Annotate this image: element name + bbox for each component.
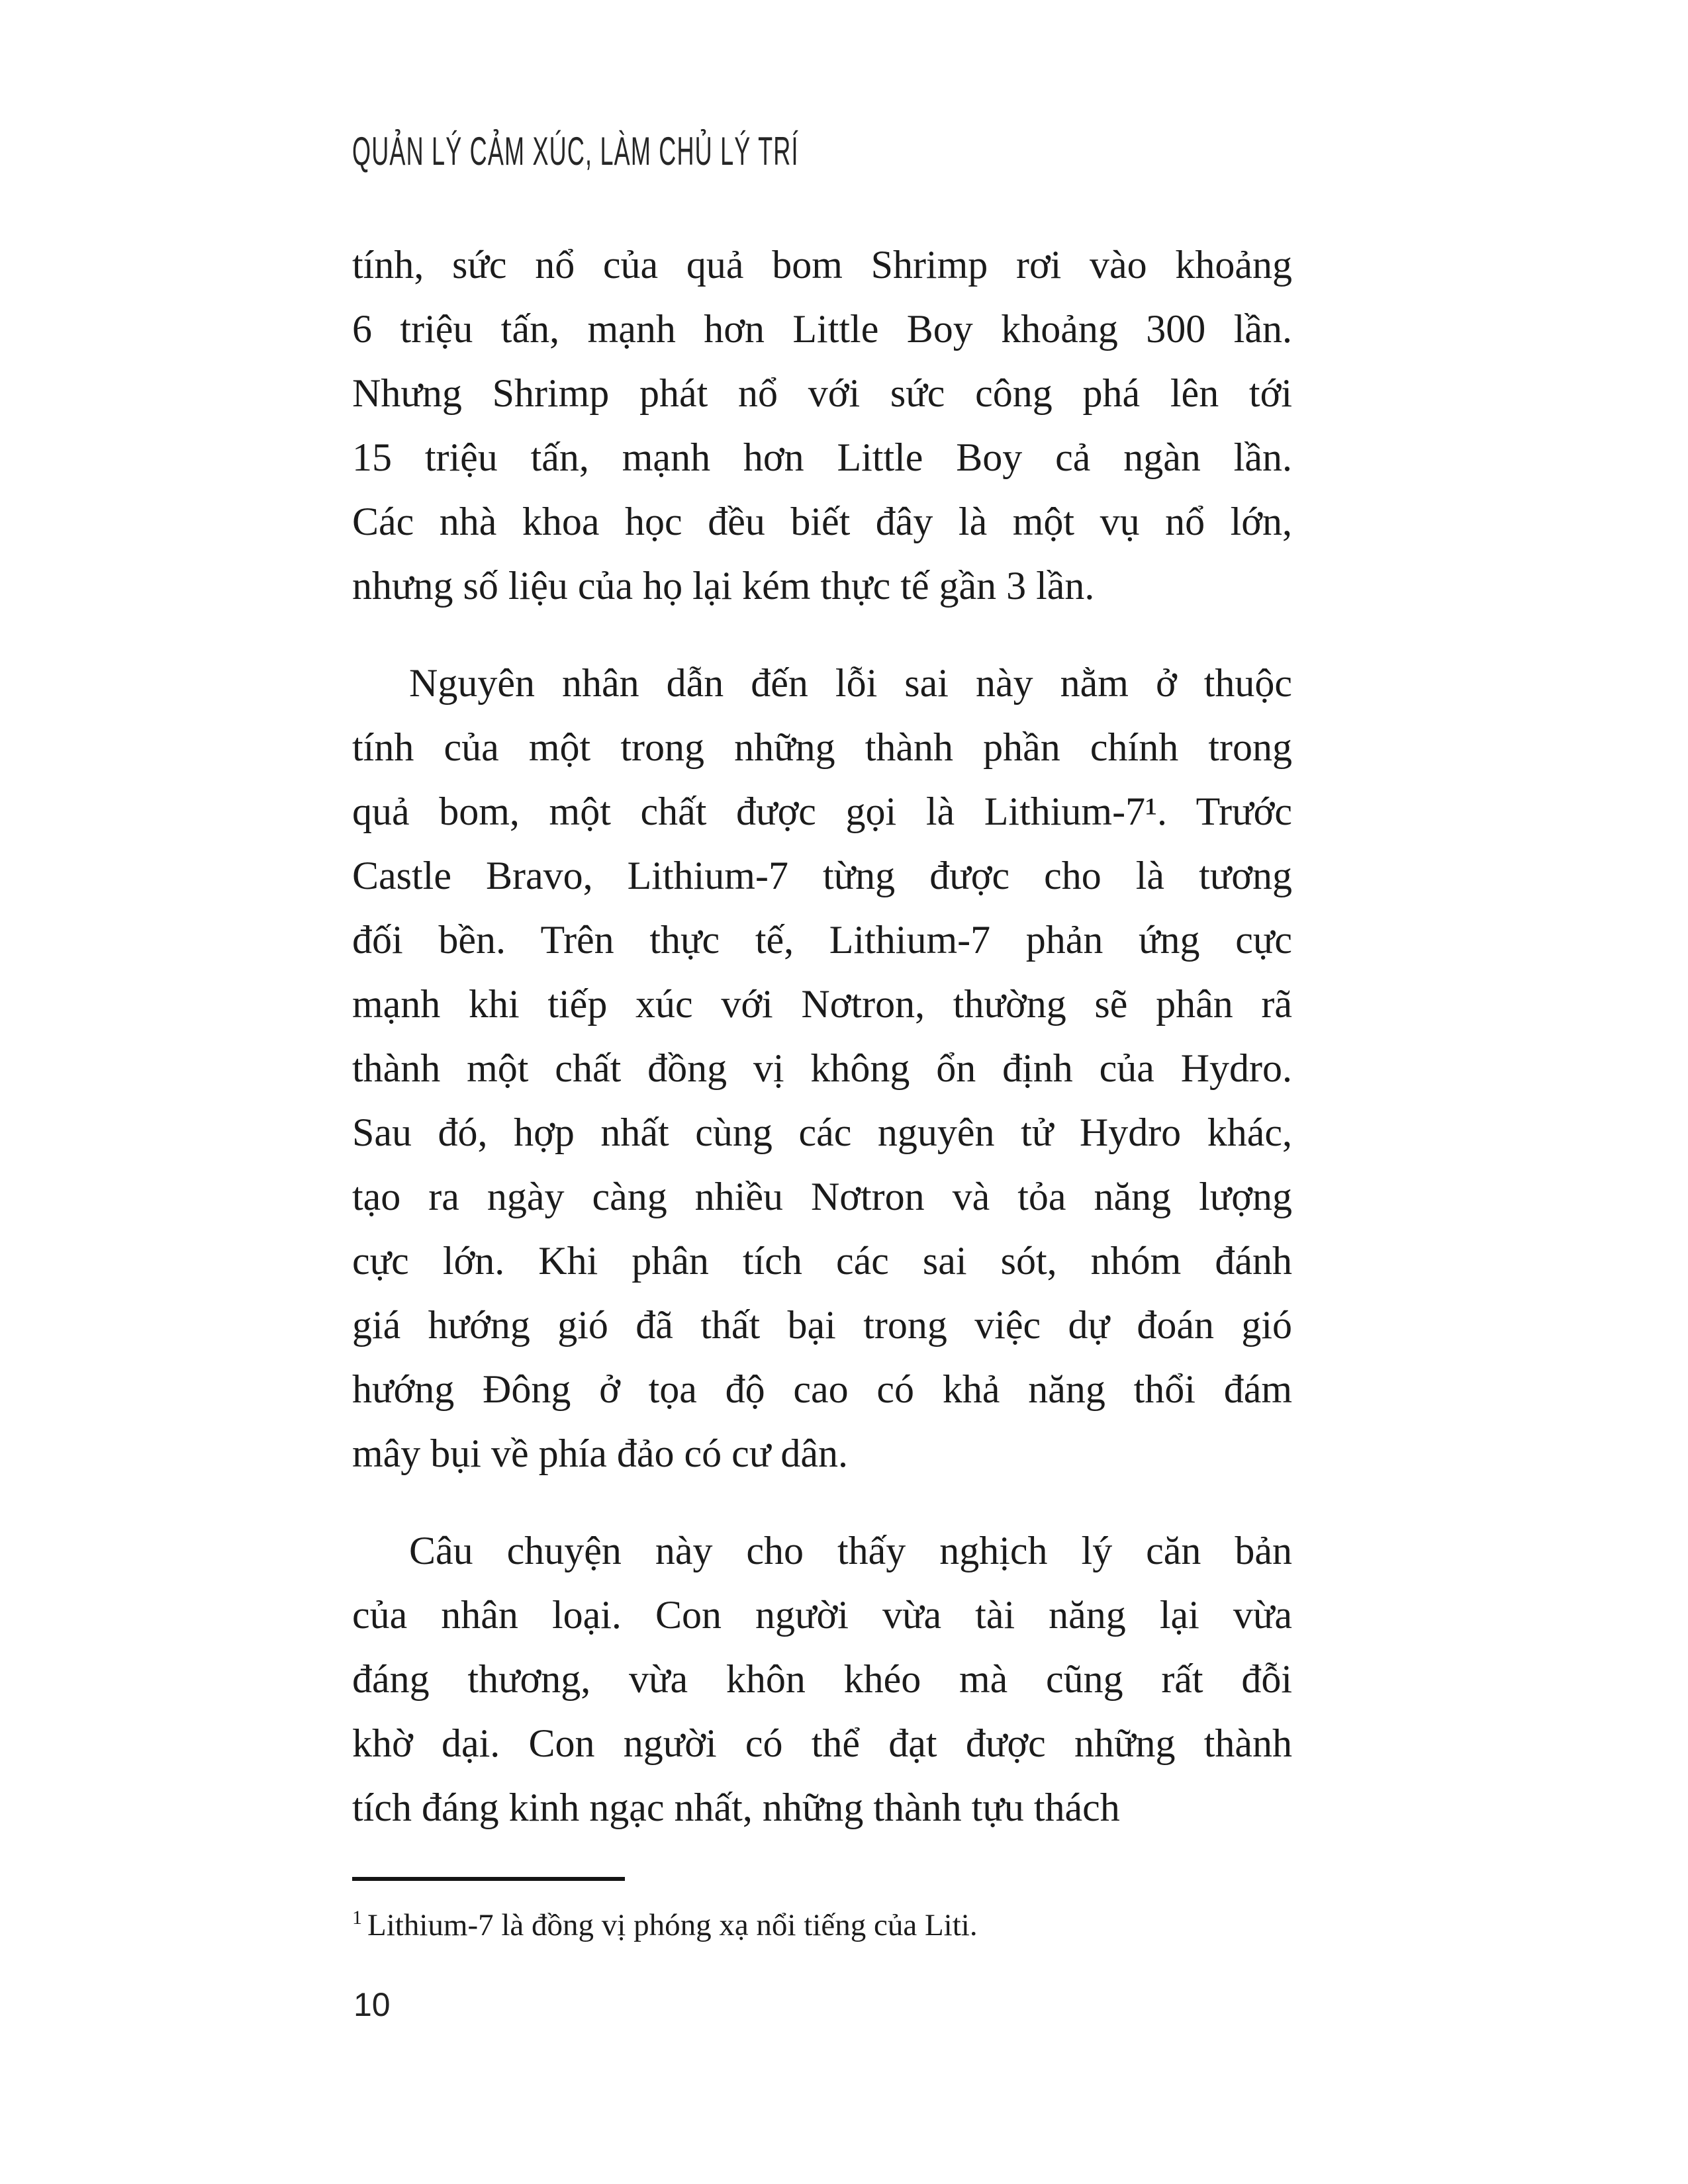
- text-line: Nguyên nhân dẫn đến lỗi sai này nằm ở thuộc: [409, 661, 1292, 705]
- text-line: Nhưng Shrimp phát nổ với sức công phá lên tới: [352, 371, 1292, 415]
- text-line: tạo ra ngày càng nhiều Nơtron và tỏa năng lượng: [352, 1175, 1292, 1218]
- text-line: Các nhà khoa học đều biết đây là một vụ nổ lớn,: [352, 500, 1292, 543]
- page-number: 10: [353, 1986, 391, 2023]
- text-line: quả bom, một chất được gọi là Lithium-7¹. Trước: [352, 790, 1292, 833]
- running-header-title: QUẢN LÝ CẢM XÚC, LÀM CHỦ LÝ TRÍ: [352, 129, 799, 173]
- text-line: tính của một trong những thành phần chính trong: [352, 725, 1292, 769]
- text-line: thành một chất đồng vị không ổn định của Hydro.: [352, 1046, 1292, 1090]
- footnote: [352, 1877, 1345, 1944]
- footnote-marker: 1: [352, 1907, 362, 1929]
- text-line: 6 triệu tấn, mạnh hơn Little Boy khoảng 300 lần.: [352, 307, 1292, 351]
- text-line: của nhân loại. Con người vừa tài năng lại vừa: [352, 1593, 1292, 1637]
- text-line: tích đáng kinh ngạc nhất, những thành tựu thách: [352, 1786, 1120, 1829]
- text-line: tính, sức nổ của quả bom Shrimp rơi vào khoảng: [352, 243, 1292, 287]
- text-line: Câu chuyện này cho thấy nghịch lý căn bản: [409, 1529, 1292, 1572]
- footnote-text: [352, 1906, 1345, 1944]
- text-line: Castle Bravo, Lithium-7 từng được cho là tương: [352, 854, 1292, 897]
- paragraph: [352, 1519, 1292, 1840]
- paragraph: [352, 651, 1292, 1486]
- footnote-body: Lithium-7 là đồng vị phóng xạ nổi tiếng của Liti.: [367, 1908, 978, 1942]
- text-line: Sau đó, hợp nhất cùng các nguyên tử Hydro khác,: [352, 1111, 1292, 1154]
- text-line: mây bụi về phía đảo có cư dân.: [352, 1432, 848, 1475]
- text-line: hướng Đông ở tọa độ cao có khả năng thổi đám: [352, 1367, 1292, 1411]
- text-line: mạnh khi tiếp xúc với Nơtron, thường sẽ phân rã: [352, 982, 1292, 1026]
- text-line: 15 triệu tấn, mạnh hơn Little Boy cả ngàn lần.: [352, 435, 1292, 479]
- footnote-separator-rule: [352, 1877, 625, 1881]
- text-line: nhưng số liệu của họ lại kém thực tế gần 3 lần.: [352, 564, 1095, 608]
- text-line: đáng thương, vừa khôn khéo mà cũng rất đỗi: [352, 1657, 1292, 1701]
- text-line: giá hướng gió đã thất bại trong việc dự đoán gió: [352, 1303, 1292, 1347]
- text-line: khờ dại. Con người có thể đạt được những thành: [352, 1721, 1292, 1765]
- paragraph: [352, 233, 1292, 618]
- text-line: cực lớn. Khi phân tích các sai sót, nhóm đánh: [352, 1239, 1292, 1283]
- text-line: đối bền. Trên thực tế, Lithium-7 phản ứng cực: [352, 918, 1292, 962]
- running-header: [352, 128, 1096, 174]
- body-text: [352, 233, 1292, 1840]
